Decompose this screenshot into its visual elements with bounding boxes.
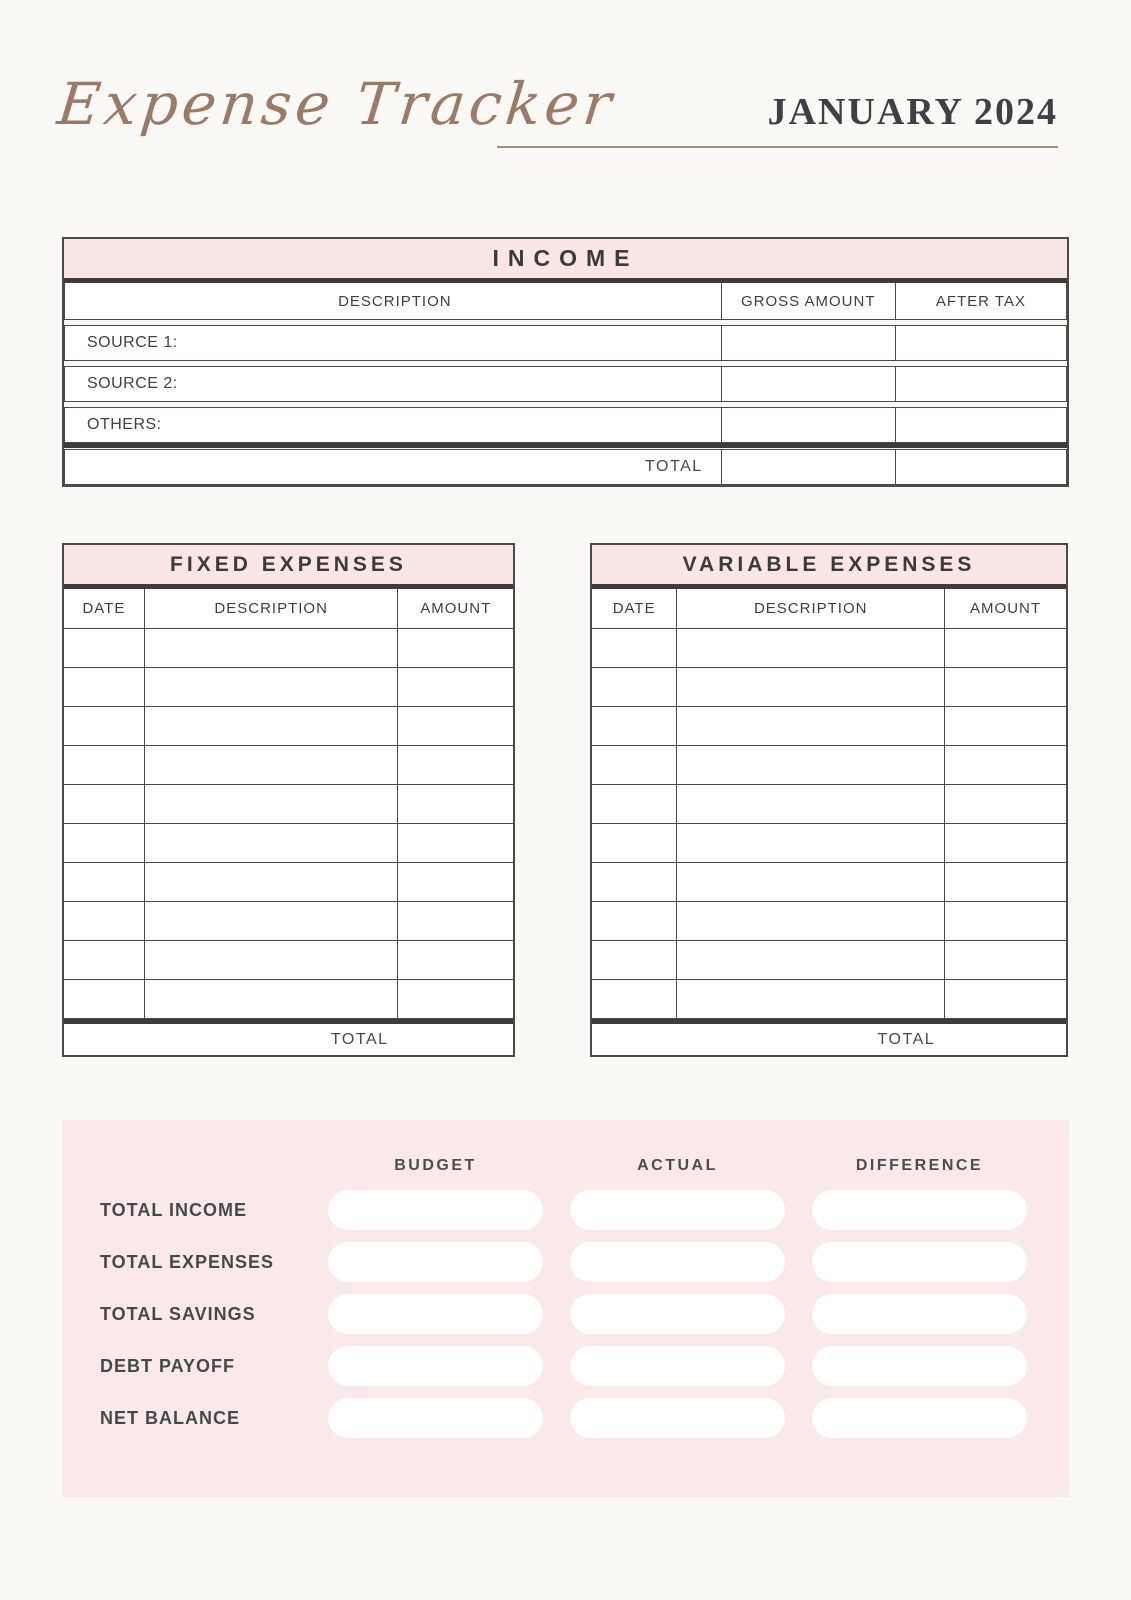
date-cell[interactable] — [64, 629, 145, 667]
date-cell[interactable] — [592, 668, 677, 706]
total-expenses-difference-field[interactable] — [812, 1242, 1027, 1282]
description-cell[interactable] — [145, 629, 399, 667]
date-cell[interactable] — [64, 707, 145, 745]
expense-row — [64, 785, 513, 824]
description-cell[interactable] — [145, 824, 399, 862]
description-cell[interactable] — [677, 902, 945, 940]
description-cell[interactable] — [677, 707, 945, 745]
income-row-label: SOURCE 2: — [87, 375, 178, 392]
expense-row — [64, 941, 513, 980]
date-cell[interactable] — [64, 902, 145, 940]
net-balance-budget-field[interactable] — [328, 1398, 543, 1438]
summary-col-actual: ACTUAL — [637, 1157, 718, 1174]
expense-row — [592, 902, 1066, 941]
date-cell[interactable] — [592, 824, 677, 862]
amount-cell[interactable] — [398, 941, 513, 979]
income-col-gross-amount: GROSS AMOUNT — [722, 283, 896, 319]
fixed-total-label: TOTAL — [330, 1030, 389, 1048]
expense-row — [592, 863, 1066, 902]
amount-cell[interactable] — [945, 668, 1066, 706]
total-income-difference-field[interactable] — [812, 1190, 1027, 1230]
gross-amount-cell[interactable] — [722, 326, 896, 360]
summary-col-difference: DIFFERENCE — [855, 1157, 984, 1174]
description-cell[interactable] — [145, 668, 399, 706]
expense-row — [64, 863, 513, 902]
description-cell[interactable] — [677, 980, 945, 1018]
expense-row — [592, 980, 1066, 1019]
variable-expenses-body — [592, 629, 1066, 1019]
expense-row — [64, 980, 513, 1019]
variable-expenses-total-row[interactable] — [592, 1024, 1066, 1055]
fixed-col-description: DESCRIPTION — [145, 589, 399, 628]
income-row-others — [64, 407, 1067, 443]
amount-cell[interactable] — [945, 941, 1066, 979]
description-cell[interactable] — [145, 980, 399, 1018]
amount-cell[interactable] — [945, 707, 1066, 745]
amount-cell[interactable] — [398, 980, 513, 1018]
gross-amount-cell[interactable] — [722, 367, 896, 401]
expense-row — [592, 746, 1066, 785]
expense-row — [64, 746, 513, 785]
summary-row-debt-payoff: DEBT PAYOFF — [100, 1355, 236, 1376]
description-cell[interactable] — [677, 824, 945, 862]
after-tax-cell[interactable] — [896, 367, 1066, 401]
description-cell[interactable] — [145, 863, 399, 901]
income-total-divider — [64, 443, 1067, 448]
date-cell[interactable] — [592, 980, 677, 1018]
date-cell[interactable] — [592, 941, 677, 979]
net-balance-difference-field[interactable] — [812, 1398, 1027, 1438]
summary-row-total-expenses: TOTAL EXPENSES — [100, 1251, 275, 1272]
header-divider-line — [497, 146, 1058, 148]
description-cell[interactable] — [145, 707, 399, 745]
description-cell[interactable] — [677, 629, 945, 667]
variable-expenses-title: VARIABLE EXPENSES — [592, 545, 1066, 589]
income-row-source1 — [64, 325, 1067, 361]
after-tax-cell[interactable] — [896, 408, 1066, 442]
variable-expenses-header-row — [592, 589, 1066, 629]
description-cell[interactable] — [677, 941, 945, 979]
income-col-description: DESCRIPTION — [65, 283, 722, 319]
fixed-expenses-table — [62, 543, 515, 1057]
expense-row — [592, 824, 1066, 863]
description-cell[interactable] — [677, 785, 945, 823]
date-cell[interactable] — [64, 941, 145, 979]
total-savings-budget-field[interactable] — [328, 1294, 543, 1334]
expense-row — [64, 824, 513, 863]
income-total-label: TOTAL — [645, 458, 703, 475]
income-col-after-tax: AFTER TAX — [935, 292, 1026, 310]
date-cell[interactable] — [64, 863, 145, 901]
date-cell[interactable] — [64, 785, 145, 823]
date-cell[interactable] — [64, 980, 145, 1018]
total-savings-difference-field[interactable] — [812, 1294, 1027, 1334]
debt-payoff-actual-field[interactable] — [570, 1346, 785, 1386]
amount-cell[interactable] — [398, 707, 513, 745]
total-income-budget-field[interactable] — [328, 1190, 543, 1230]
total-expenses-budget-field[interactable] — [328, 1242, 543, 1282]
fixed-expenses-total-row[interactable] — [64, 1024, 513, 1055]
debt-payoff-difference-field[interactable] — [812, 1346, 1027, 1386]
income-header-row — [64, 283, 1067, 320]
description-cell[interactable] — [677, 863, 945, 901]
amount-cell[interactable] — [945, 902, 1066, 940]
income-table — [62, 237, 1069, 487]
description-cell[interactable] — [145, 902, 399, 940]
income-total-row — [64, 449, 1067, 485]
after-tax-cell[interactable] — [896, 326, 1066, 360]
variable-col-description: DESCRIPTION — [677, 589, 945, 628]
date-cell[interactable] — [592, 863, 677, 901]
amount-cell[interactable] — [945, 746, 1066, 784]
date-cell[interactable] — [592, 902, 677, 940]
description-cell[interactable] — [145, 785, 399, 823]
expense-row — [592, 785, 1066, 824]
net-balance-actual-field[interactable] — [570, 1398, 785, 1438]
income-table-title: INCOME — [64, 239, 1067, 283]
page-title: Expense Tracker — [54, 70, 619, 138]
total-savings-actual-field[interactable] — [570, 1294, 785, 1334]
income-row-source2 — [64, 366, 1067, 402]
description-cell[interactable] — [145, 941, 399, 979]
description-cell[interactable] — [145, 746, 399, 784]
date-cell[interactable] — [592, 785, 677, 823]
amount-cell[interactable] — [398, 824, 513, 862]
amount-cell[interactable] — [398, 629, 513, 667]
income-row-label: SOURCE 1: — [87, 334, 178, 351]
variable-col-amount: AMOUNT — [970, 600, 1042, 617]
date-cell[interactable] — [64, 824, 145, 862]
expense-row — [64, 629, 513, 668]
summary-section — [62, 1120, 1069, 1497]
date-cell[interactable] — [592, 707, 677, 745]
income-row-label: OTHERS: — [87, 416, 162, 433]
expense-row — [64, 668, 513, 707]
amount-cell[interactable] — [945, 863, 1066, 901]
income-total-after-tax-cell[interactable] — [896, 450, 1066, 484]
variable-total-label: TOTAL — [877, 1030, 936, 1048]
summary-row-net-balance: NET BALANCE — [100, 1407, 240, 1428]
date-cell[interactable] — [64, 668, 145, 706]
amount-cell[interactable] — [398, 746, 513, 784]
date-cell[interactable] — [592, 629, 677, 667]
total-expenses-actual-field[interactable] — [570, 1242, 785, 1282]
summary-row-total-savings: TOTAL SAVINGS — [100, 1303, 256, 1324]
amount-cell[interactable] — [398, 902, 513, 940]
amount-cell[interactable] — [398, 785, 513, 823]
income-total-gross-cell[interactable] — [722, 450, 896, 484]
description-cell[interactable] — [677, 668, 945, 706]
expense-row — [592, 629, 1066, 668]
gross-amount-cell[interactable] — [722, 408, 896, 442]
expense-row — [592, 707, 1066, 746]
amount-cell[interactable] — [945, 980, 1066, 1018]
amount-cell[interactable] — [945, 824, 1066, 862]
amount-cell[interactable] — [398, 668, 513, 706]
debt-payoff-budget-field[interactable] — [328, 1346, 543, 1386]
expense-row — [592, 941, 1066, 980]
expense-row — [64, 707, 513, 746]
date-cell[interactable] — [592, 746, 677, 784]
summary-col-budget: BUDGET — [394, 1157, 477, 1174]
variable-expenses-table — [590, 543, 1068, 1057]
summary-row-total-income: TOTAL INCOME — [100, 1199, 247, 1220]
amount-cell[interactable] — [398, 863, 513, 901]
fixed-expenses-body — [64, 629, 513, 1019]
variable-col-date: DATE — [592, 589, 677, 628]
fixed-col-date: DATE — [64, 589, 145, 628]
date-cell[interactable] — [64, 746, 145, 784]
fixed-expenses-header-row — [64, 589, 513, 629]
expense-row — [64, 902, 513, 941]
amount-cell[interactable] — [945, 785, 1066, 823]
total-income-actual-field[interactable] — [570, 1190, 785, 1230]
fixed-expenses-title: FIXED EXPENSES — [64, 545, 513, 589]
amount-cell[interactable] — [945, 629, 1066, 667]
expense-row — [592, 668, 1066, 707]
month-title: JANUARY 2024 — [767, 91, 1058, 133]
description-cell[interactable] — [677, 746, 945, 784]
fixed-col-amount: AMOUNT — [420, 600, 492, 617]
